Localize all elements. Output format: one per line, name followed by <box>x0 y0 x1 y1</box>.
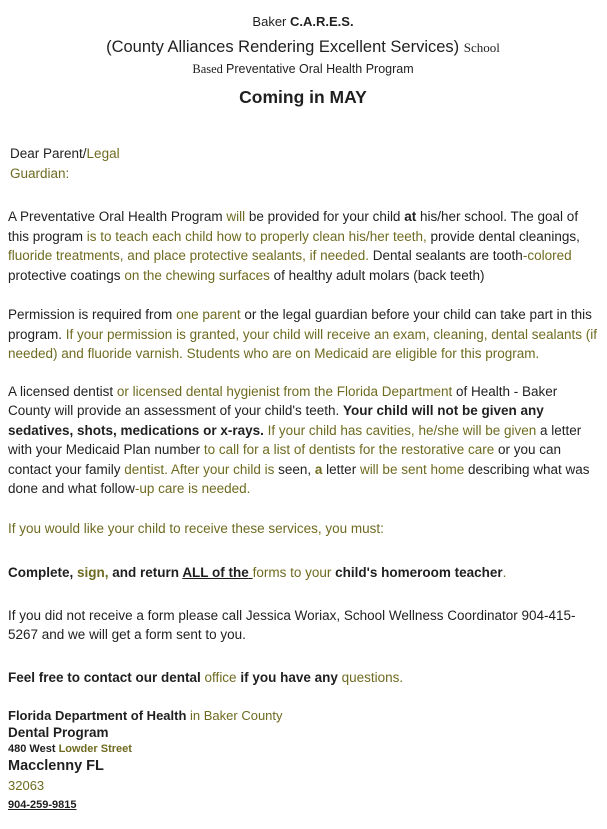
text-run: one parent <box>176 307 241 322</box>
services-instruction-line <box>8 519 598 539</box>
text-run: and return <box>108 565 183 580</box>
text-run: or licensed dental hygienist from the Florida Department <box>116 383 453 399</box>
text-run: Preventative Oral Health Program <box>226 62 414 76</box>
text-run: fluoride treatments, and place protective sealants, if needed. <box>8 248 369 263</box>
text-run: (County Alliances Rendering Excellent Services) <box>106 38 464 56</box>
text-run: Dental sealants are tooth <box>368 248 523 263</box>
text-run: Guardian: <box>10 165 70 181</box>
text-run: will be sent home <box>356 461 468 477</box>
text-run: of Health - Baker County will provide an assessment of your child's teeth. <box>8 383 558 418</box>
text-run: on the chewing surfaces <box>124 267 270 283</box>
program-title <box>8 62 598 77</box>
text-run: protective coatings <box>8 267 125 283</box>
footer-zip-line <box>8 776 598 796</box>
footer-street-line <box>8 741 598 757</box>
text-run: describing what was done and what follow <box>8 461 590 496</box>
text-run: is to teach each child how to properly clean his/her teeth, <box>86 228 427 244</box>
footer-program-line <box>8 724 598 741</box>
text-run: If you would like your child to receive these services, you must: <box>8 520 384 536</box>
text-run: forms to your <box>252 565 336 580</box>
text-run: seen, <box>278 461 312 477</box>
text-run: Coming in MAY <box>239 87 367 107</box>
text-run: or you can contact your family <box>8 442 562 477</box>
text-run: be provided for your child <box>245 209 405 224</box>
text-run: his/her school. The goal of this program <box>8 209 579 244</box>
org-title <box>8 14 598 29</box>
text-run: Baker <box>252 14 290 29</box>
text-run: Legal <box>86 146 120 161</box>
org-subtitle <box>8 38 598 57</box>
text-run: School <box>463 40 500 55</box>
text-run: . <box>502 565 507 580</box>
coming-in-may-heading <box>8 87 598 108</box>
text-run: sign, <box>77 565 109 580</box>
text-run: Macclenny FL <box>8 758 104 774</box>
paragraph-program-description <box>8 207 598 285</box>
text-run: Dental Program <box>8 725 109 740</box>
text-run: Permission is required from <box>8 307 177 322</box>
paragraph-permission <box>8 305 598 364</box>
text-run: dentist. After your child is <box>124 461 279 477</box>
footer-city-line <box>8 757 598 776</box>
text-run: to call for a list of dentists for the restorative care <box>203 442 495 457</box>
text-run: 904-259-9815 <box>8 799 77 811</box>
text-run: ALL of the <box>182 565 249 580</box>
text-run: C.A.R.E.S. <box>290 14 354 29</box>
text-run: If you did not receive a form please call Jessica Woriax, School Wellness Coordinator 904-415-5267 and we will get a form sent to you. <box>8 607 576 642</box>
return-forms-instruction <box>8 563 598 583</box>
text-run: if you have any <box>240 669 338 685</box>
text-run: A licensed dentist <box>8 383 117 399</box>
text-run: Lowder Street <box>58 743 132 755</box>
text-run: in Baker County <box>186 708 283 723</box>
paragraph-assessment <box>8 382 598 499</box>
text-run: will <box>226 209 246 224</box>
text-run: provide dental cleanings, <box>426 228 580 244</box>
text-run: If your child has cavities, he/she will be given <box>267 422 537 438</box>
text-run: If your permission is granted, your child will receive an exam, cleaning, dental sealants (if needed) and fluoride varnish. Students who are on Medicaid are eligible for this program. <box>8 326 598 361</box>
text-run: questions. <box>337 669 404 685</box>
text-run: office <box>204 669 237 685</box>
text-run: 32063 <box>8 778 45 793</box>
text-run: Your child will not be given any sedatives, shots, medications or x-rays. <box>8 403 544 438</box>
footer-department-line <box>8 707 598 724</box>
text-run: a <box>311 461 327 477</box>
text-run: -up care is needed. <box>134 481 251 496</box>
text-run: Dear Parent/ <box>10 146 87 161</box>
text-run: Feel free to contact our dental <box>8 669 205 685</box>
footer-phone-line <box>8 796 598 815</box>
paragraph-missing-form-contact <box>8 606 598 645</box>
text-run: of healthy adult molars (back teeth) <box>269 267 485 283</box>
text-run: child's homeroom teacher <box>335 565 503 580</box>
salutation <box>8 144 598 183</box>
text-run: -colored <box>522 248 572 263</box>
text-run: or the legal guardian before your child can take part in this program. <box>8 307 592 342</box>
text-run: Based <box>192 62 227 76</box>
contact-office-line <box>8 668 598 688</box>
text-run: 480 West <box>8 743 59 755</box>
text-run: A Preventative Oral Health Program <box>8 209 227 224</box>
signature-block <box>8 707 598 815</box>
text-run: letter <box>326 461 357 477</box>
text-run: , <box>69 565 78 580</box>
text-run: Complete <box>8 565 70 580</box>
text-run: a letter with your Medicaid Plan number <box>8 422 582 457</box>
text-run: Florida Department of Health <box>8 708 187 723</box>
text-run: at <box>404 209 417 224</box>
